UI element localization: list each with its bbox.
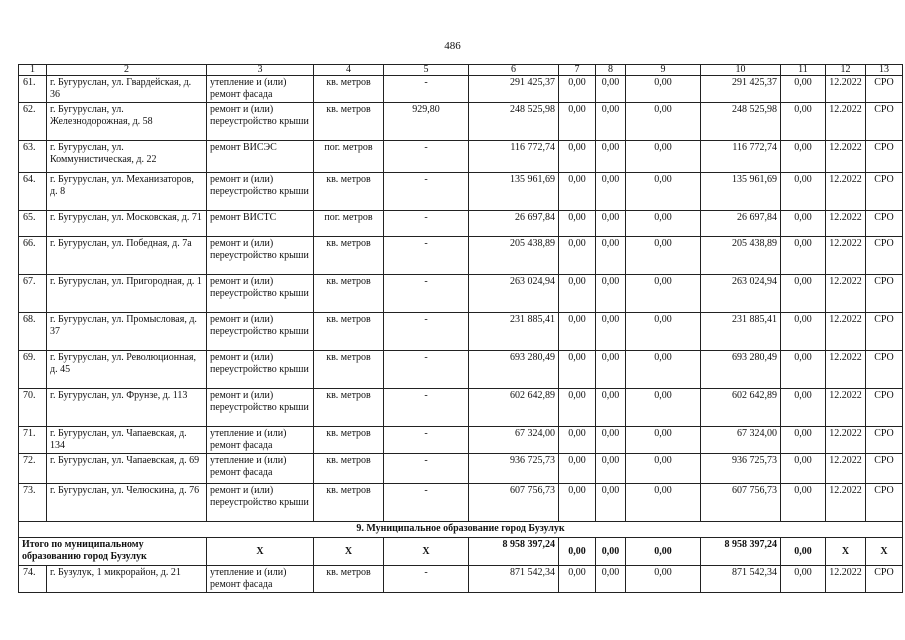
cell-col9: 0,00 xyxy=(626,351,701,389)
table-row xyxy=(19,173,903,211)
cell-method: СРО xyxy=(866,141,903,173)
total-label: Итого по муниципальному образованию город Бузулук xyxy=(19,538,207,566)
cell-completion-date: 12.2022 xyxy=(826,275,866,313)
cell-quantity: - xyxy=(384,173,469,211)
cell-total-cost: 231 885,41 xyxy=(469,313,559,351)
cell-completion-date: 12.2022 xyxy=(826,173,866,211)
cell-address: г. Бугуруслан, ул. Пригородная, д. 1 xyxy=(47,275,207,313)
cell-col9: 0,00 xyxy=(626,313,701,351)
cell-method: СРО xyxy=(866,566,903,593)
cell-address: г. Бугуруслан, ул. Железнодорожная, д. 58 xyxy=(47,103,207,141)
cell-col7: 0,00 xyxy=(559,237,596,275)
cell-col11: 0,00 xyxy=(781,211,826,237)
column-header-7: 7 xyxy=(559,65,596,76)
column-header-8: 8 xyxy=(596,65,626,76)
cell-method: СРО xyxy=(866,211,903,237)
cell-total-cost: 116 772,74 xyxy=(469,141,559,173)
cell-method: СРО xyxy=(866,351,903,389)
cell-quantity: - xyxy=(384,211,469,237)
cell-col9: 0,00 xyxy=(626,103,701,141)
cell-col10: 871 542,34 xyxy=(701,566,781,593)
cell-row-number: 68. xyxy=(19,313,47,351)
cell-col11: 0,00 xyxy=(781,141,826,173)
cell-total-cost: 693 280,49 xyxy=(469,351,559,389)
section-title: 9. Муниципальное образование город Бузулук xyxy=(19,522,903,538)
cell-completion-date: 12.2022 xyxy=(826,454,866,484)
cell-row-number: 74. xyxy=(19,566,47,593)
cell-col10: 116 772,74 xyxy=(701,141,781,173)
cell-col7: 0,00 xyxy=(559,389,596,427)
cell-method: СРО xyxy=(866,103,903,141)
cell-total-cost: 291 425,37 xyxy=(469,76,559,103)
cell-col8: 0,00 xyxy=(596,173,626,211)
cell-col7: 0,00 xyxy=(559,427,596,454)
cell-col7: 0,00 xyxy=(559,141,596,173)
column-header-4: 4 xyxy=(314,65,384,76)
cell-unit: пог. метров xyxy=(314,141,384,173)
cell-quantity: - xyxy=(384,351,469,389)
cell-total-cost: 607 756,73 xyxy=(469,484,559,522)
cell-completion-date: 12.2022 xyxy=(826,351,866,389)
column-header-2: 2 xyxy=(47,65,207,76)
cell-row-number: 71. xyxy=(19,427,47,454)
table-row xyxy=(19,566,903,593)
cell-col9: 0,00 xyxy=(626,173,701,211)
table-row xyxy=(19,484,903,522)
cell-work-type: утепление и (или) ремонт фасада xyxy=(207,566,314,593)
cell-col9: 0,00 xyxy=(626,237,701,275)
cell-col11: 0,00 xyxy=(781,76,826,103)
column-number-row xyxy=(19,65,903,76)
table-row xyxy=(19,389,903,427)
cell-col9: 0,00 xyxy=(626,454,701,484)
table-row xyxy=(19,237,903,275)
cell-col11: 0,00 xyxy=(781,313,826,351)
cell-quantity: - xyxy=(384,454,469,484)
cell-total-cost: 248 525,98 xyxy=(469,103,559,141)
total-cell-c8: 0,00 xyxy=(596,538,626,566)
cell-work-type: ремонт и (или) переустройство крыши xyxy=(207,275,314,313)
total-cell-c11: 0,00 xyxy=(781,538,826,566)
cell-col11: 0,00 xyxy=(781,454,826,484)
cell-col11: 0,00 xyxy=(781,427,826,454)
total-cell-c9: 0,00 xyxy=(626,538,701,566)
cell-row-number: 64. xyxy=(19,173,47,211)
cell-completion-date: 12.2022 xyxy=(826,427,866,454)
cell-work-type: ремонт и (или) переустройство крыши xyxy=(207,237,314,275)
table-body xyxy=(19,65,903,593)
cell-col8: 0,00 xyxy=(596,427,626,454)
cell-address: г. Бугуруслан, ул. Московская, д. 71 xyxy=(47,211,207,237)
cell-col7: 0,00 xyxy=(559,76,596,103)
table-row xyxy=(19,275,903,313)
cell-address: г. Бугуруслан, ул. Механизаторов, д. 8 xyxy=(47,173,207,211)
cell-col11: 0,00 xyxy=(781,484,826,522)
cell-quantity: - xyxy=(384,275,469,313)
cell-row-number: 70. xyxy=(19,389,47,427)
cell-col9: 0,00 xyxy=(626,141,701,173)
cell-quantity: - xyxy=(384,389,469,427)
cell-row-number: 73. xyxy=(19,484,47,522)
cell-row-number: 63. xyxy=(19,141,47,173)
cell-col8: 0,00 xyxy=(596,313,626,351)
cell-completion-date: 12.2022 xyxy=(826,389,866,427)
cell-unit: пог. метров xyxy=(314,211,384,237)
cell-col7: 0,00 xyxy=(559,103,596,141)
cell-work-type: ремонт и (или) переустройство крыши xyxy=(207,484,314,522)
cell-quantity: - xyxy=(384,566,469,593)
cell-col8: 0,00 xyxy=(596,211,626,237)
cell-method: СРО xyxy=(866,427,903,454)
cell-completion-date: 12.2022 xyxy=(826,103,866,141)
column-header-6: 6 xyxy=(469,65,559,76)
cell-unit: кв. метров xyxy=(314,103,384,141)
cell-address: г. Бугуруслан, ул. Промысловая, д. 37 xyxy=(47,313,207,351)
column-header-13: 13 xyxy=(866,65,903,76)
cell-col8: 0,00 xyxy=(596,484,626,522)
cell-row-number: 62. xyxy=(19,103,47,141)
cell-quantity: - xyxy=(384,484,469,522)
cell-col10: 936 725,73 xyxy=(701,454,781,484)
cell-col10: 248 525,98 xyxy=(701,103,781,141)
section-heading-row xyxy=(19,522,903,538)
cell-col8: 0,00 xyxy=(596,141,626,173)
cell-completion-date: 12.2022 xyxy=(826,566,866,593)
cell-total-cost: 26 697,84 xyxy=(469,211,559,237)
cell-col10: 602 642,89 xyxy=(701,389,781,427)
table-row xyxy=(19,211,903,237)
cell-col9: 0,00 xyxy=(626,211,701,237)
cell-col7: 0,00 xyxy=(559,484,596,522)
column-header-1: 1 xyxy=(19,65,47,76)
cell-col11: 0,00 xyxy=(781,566,826,593)
cell-unit: кв. метров xyxy=(314,389,384,427)
cell-work-type: ремонт и (или) переустройство крыши xyxy=(207,173,314,211)
cell-col8: 0,00 xyxy=(596,351,626,389)
cell-col9: 0,00 xyxy=(626,389,701,427)
cell-row-number: 66. xyxy=(19,237,47,275)
cell-method: СРО xyxy=(866,275,903,313)
cell-row-number: 72. xyxy=(19,454,47,484)
cell-col7: 0,00 xyxy=(559,275,596,313)
cell-col7: 0,00 xyxy=(559,351,596,389)
cell-address: г. Бузулук, 1 микрорайон, д. 21 xyxy=(47,566,207,593)
cell-work-type: утепление и (или) ремонт фасада xyxy=(207,76,314,103)
cell-unit: кв. метров xyxy=(314,173,384,211)
cell-col7: 0,00 xyxy=(559,566,596,593)
cell-col11: 0,00 xyxy=(781,275,826,313)
cell-address: г. Бугуруслан, ул. Челюскина, д. 76 xyxy=(47,484,207,522)
cell-total-cost: 871 542,34 xyxy=(469,566,559,593)
column-header-12: 12 xyxy=(826,65,866,76)
cell-col9: 0,00 xyxy=(626,76,701,103)
cell-col10: 231 885,41 xyxy=(701,313,781,351)
cell-unit: кв. метров xyxy=(314,454,384,484)
cell-unit: кв. метров xyxy=(314,566,384,593)
cell-address: г. Бугуруслан, ул. Победная, д. 7а xyxy=(47,237,207,275)
cell-work-type: утепление и (или) ремонт фасада xyxy=(207,427,314,454)
cell-col11: 0,00 xyxy=(781,389,826,427)
page-number: 486 xyxy=(444,40,461,52)
cell-col8: 0,00 xyxy=(596,454,626,484)
cell-method: СРО xyxy=(866,173,903,211)
cell-col11: 0,00 xyxy=(781,173,826,211)
cell-quantity: - xyxy=(384,76,469,103)
table-row xyxy=(19,427,903,454)
total-cell-c3: Х xyxy=(207,538,314,566)
total-cell-total: 8 958 397,24 xyxy=(469,538,559,566)
cell-address: г. Бугуруслан, ул. Гвардейская, д. 36 xyxy=(47,76,207,103)
cell-total-cost: 205 438,89 xyxy=(469,237,559,275)
column-header-5: 5 xyxy=(384,65,469,76)
cell-method: СРО xyxy=(866,76,903,103)
capital-repair-table xyxy=(18,64,903,593)
cell-address: г. Бугуруслан, ул. Чапаевская, д. 134 xyxy=(47,427,207,454)
cell-col8: 0,00 xyxy=(596,76,626,103)
cell-method: СРО xyxy=(866,313,903,351)
total-cell-c12: Х xyxy=(826,538,866,566)
cell-col7: 0,00 xyxy=(559,211,596,237)
cell-quantity: 929,80 xyxy=(384,103,469,141)
cell-col8: 0,00 xyxy=(596,566,626,593)
cell-col10: 291 425,37 xyxy=(701,76,781,103)
cell-col11: 0,00 xyxy=(781,351,826,389)
cell-col11: 0,00 xyxy=(781,103,826,141)
table-row xyxy=(19,454,903,484)
cell-col9: 0,00 xyxy=(626,566,701,593)
cell-col9: 0,00 xyxy=(626,484,701,522)
cell-col9: 0,00 xyxy=(626,275,701,313)
total-cell-c5: Х xyxy=(384,538,469,566)
cell-address: г. Бугуруслан, ул. Фрунзе, д. 113 xyxy=(47,389,207,427)
cell-unit: кв. метров xyxy=(314,237,384,275)
cell-col10: 67 324,00 xyxy=(701,427,781,454)
cell-col8: 0,00 xyxy=(596,103,626,141)
cell-method: СРО xyxy=(866,237,903,275)
cell-unit: кв. метров xyxy=(314,275,384,313)
cell-work-type: утепление и (или) ремонт фасада xyxy=(207,454,314,484)
cell-unit: кв. метров xyxy=(314,351,384,389)
cell-address: г. Бугуруслан, ул. Коммунистическая, д. 22 xyxy=(47,141,207,173)
total-cell-c10: 8 958 397,24 xyxy=(701,538,781,566)
total-cell-c7: 0,00 xyxy=(559,538,596,566)
table-row xyxy=(19,313,903,351)
total-cell-c13: Х xyxy=(866,538,903,566)
table-row xyxy=(19,103,903,141)
cell-completion-date: 12.2022 xyxy=(826,313,866,351)
cell-address: г. Бугуруслан, ул. Революционная, д. 45 xyxy=(47,351,207,389)
cell-row-number: 69. xyxy=(19,351,47,389)
column-header-11: 11 xyxy=(781,65,826,76)
column-header-9: 9 xyxy=(626,65,701,76)
cell-col10: 607 756,73 xyxy=(701,484,781,522)
cell-method: СРО xyxy=(866,484,903,522)
cell-unit: кв. метров xyxy=(314,427,384,454)
cell-completion-date: 12.2022 xyxy=(826,211,866,237)
cell-col9: 0,00 xyxy=(626,427,701,454)
cell-completion-date: 12.2022 xyxy=(826,76,866,103)
cell-unit: кв. метров xyxy=(314,484,384,522)
cell-quantity: - xyxy=(384,427,469,454)
table-row xyxy=(19,351,903,389)
table-row xyxy=(19,76,903,103)
cell-col8: 0,00 xyxy=(596,237,626,275)
cell-col7: 0,00 xyxy=(559,313,596,351)
cell-quantity: - xyxy=(384,313,469,351)
column-header-10: 10 xyxy=(701,65,781,76)
cell-completion-date: 12.2022 xyxy=(826,484,866,522)
cell-col10: 205 438,89 xyxy=(701,237,781,275)
cell-method: СРО xyxy=(866,389,903,427)
cell-work-type: ремонт ВИСТС xyxy=(207,211,314,237)
cell-col7: 0,00 xyxy=(559,454,596,484)
cell-col10: 693 280,49 xyxy=(701,351,781,389)
cell-total-cost: 602 642,89 xyxy=(469,389,559,427)
cell-row-number: 65. xyxy=(19,211,47,237)
cell-col11: 0,00 xyxy=(781,237,826,275)
cell-total-cost: 263 024,94 xyxy=(469,275,559,313)
cell-method: СРО xyxy=(866,454,903,484)
cell-unit: кв. метров xyxy=(314,313,384,351)
cell-work-type: ремонт и (или) переустройство крыши xyxy=(207,103,314,141)
column-header-3: 3 xyxy=(207,65,314,76)
total-row xyxy=(19,538,903,566)
cell-work-type: ремонт ВИСЭС xyxy=(207,141,314,173)
cell-quantity: - xyxy=(384,237,469,275)
cell-total-cost: 936 725,73 xyxy=(469,454,559,484)
cell-completion-date: 12.2022 xyxy=(826,237,866,275)
cell-work-type: ремонт и (или) переустройство крыши xyxy=(207,351,314,389)
cell-address: г. Бугуруслан, ул. Чапаевская, д. 69 xyxy=(47,454,207,484)
cell-completion-date: 12.2022 xyxy=(826,141,866,173)
cell-col7: 0,00 xyxy=(559,173,596,211)
cell-row-number: 61. xyxy=(19,76,47,103)
cell-work-type: ремонт и (или) переустройство крыши xyxy=(207,313,314,351)
cell-col8: 0,00 xyxy=(596,389,626,427)
cell-unit: кв. метров xyxy=(314,76,384,103)
cell-col10: 135 961,69 xyxy=(701,173,781,211)
cell-row-number: 67. xyxy=(19,275,47,313)
cell-total-cost: 135 961,69 xyxy=(469,173,559,211)
cell-col8: 0,00 xyxy=(596,275,626,313)
cell-work-type: ремонт и (или) переустройство крыши xyxy=(207,389,314,427)
total-cell-c4: Х xyxy=(314,538,384,566)
table-row xyxy=(19,141,903,173)
cell-total-cost: 67 324,00 xyxy=(469,427,559,454)
cell-col10: 263 024,94 xyxy=(701,275,781,313)
cell-col10: 26 697,84 xyxy=(701,211,781,237)
cell-quantity: - xyxy=(384,141,469,173)
